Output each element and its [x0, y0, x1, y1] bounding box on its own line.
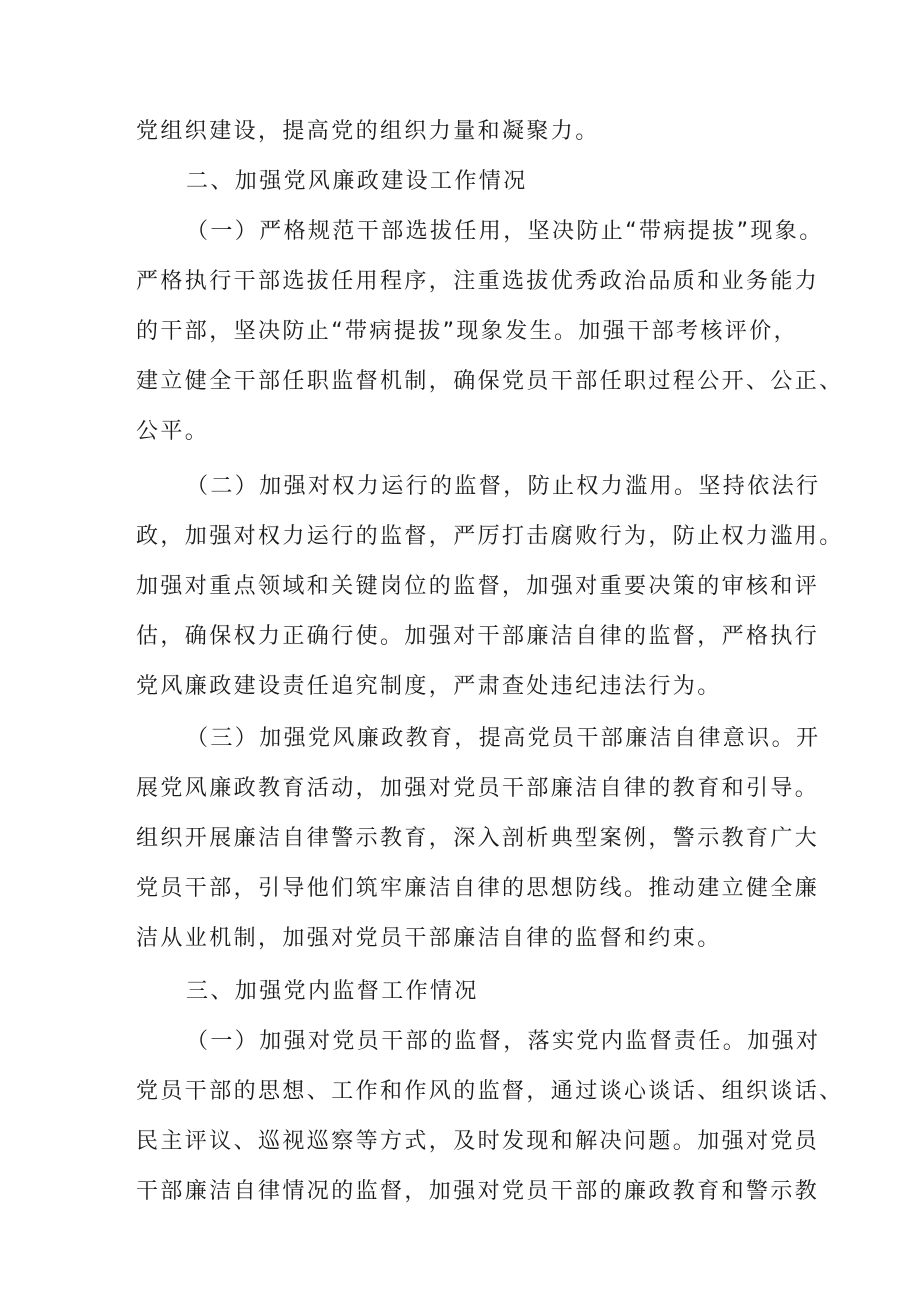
text-line: 民主评议、巡视巡察等方式，及时发现和解决问题。加强对党员	[136, 1129, 820, 1154]
subsection-heading: （二）加强对权力运行的监督，防止权力滥用。坚持依法行	[186, 474, 821, 499]
text-line: 党组织建设，提高党的组织力量和凝聚力。	[136, 119, 600, 144]
text-line: 公平。	[136, 419, 210, 444]
text-line: 党员干部，引导他们筑牢廉洁自律的思想防线。推动建立健全廉	[136, 876, 820, 901]
text-line: 加强对重点领域和关键岗位的监督，加强对重要决策的审核和评	[136, 574, 820, 599]
section-heading: 三、加强党内监督工作情况	[186, 979, 479, 1004]
text-line: 组织开展廉洁自律警示教育，深入剖析典型案例，警示教育广大	[136, 826, 820, 851]
text-line: 党风廉政建设责任追究制度，严肃查处违纪违法行为。	[136, 674, 722, 699]
text-line: 的干部，坚决防止“带病提拔”现象发生。加强干部考核评价，	[136, 319, 798, 344]
subsection-heading: （三）加强党风廉政教育，提高党员干部廉洁自律意识。开	[186, 726, 821, 751]
text-line: 党员干部的思想、工作和作风的监督，通过谈心谈话、组织谈话、	[136, 1079, 844, 1104]
text-line: 展党风廉政教育活动，加强对党员干部廉洁自律的教育和引导。	[136, 776, 820, 801]
text-line: 建立健全干部任职监督机制，确保党员干部任职过程公开、公正、	[136, 369, 844, 394]
subsection-heading: （一）加强对党员干部的监督，落实党内监督责任。加强对	[186, 1029, 821, 1054]
text-line: 干部廉洁自律情况的监督，加强对党员干部的廉政教育和警示教	[136, 1179, 820, 1204]
text-line: 政，加强对权力运行的监督，严厉打击腐败行为，防止权力滥用。	[136, 524, 844, 549]
text-line: 洁从业机制，加强对党员干部廉洁自律的监督和约束。	[136, 926, 722, 951]
subsection-heading: （一）严格规范干部选拔任用，坚决防止“带病提拔”现象。	[186, 219, 824, 244]
text-line: 严格执行干部选拔任用程序，注重选拔优秀政治品质和业务能力	[136, 269, 820, 294]
text-line: 估，确保权力正确行使。加强对干部廉洁自律的监督，严格执行	[136, 624, 820, 649]
section-heading: 二、加强党风廉政建设工作情况	[186, 169, 528, 194]
